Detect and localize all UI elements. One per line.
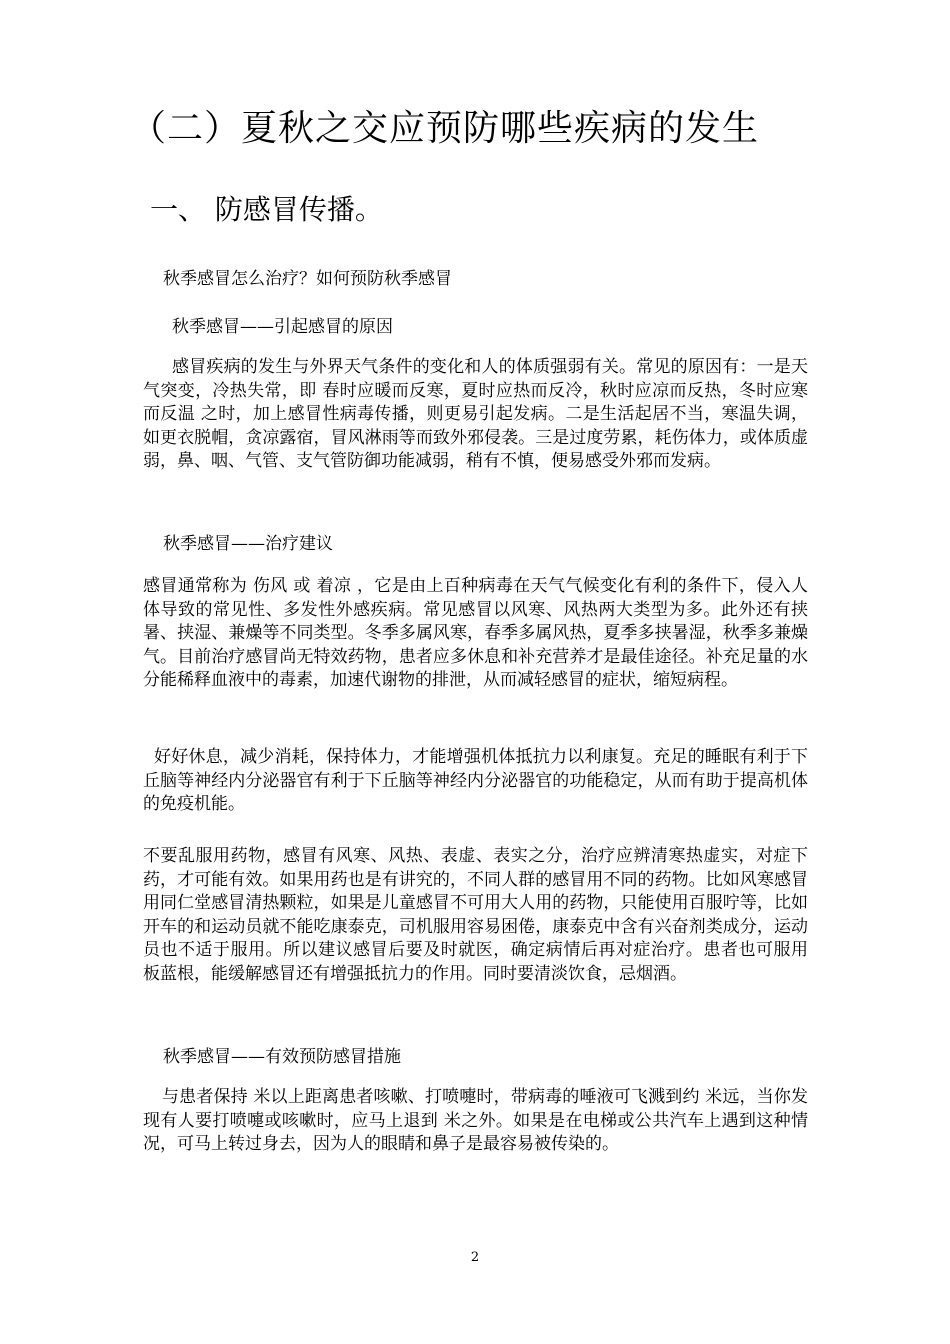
document-title: （二）夏秋之交应预防哪些疾病的发生 <box>130 108 760 149</box>
paragraph-prevention: 与患者保持 米以上距离患者咳嗽、打喷嚏时，带病毒的唾液可飞溅到约 米远，当你发现有人要打喷嚏或咳嗽时，应马上退到 米之外。如果是在电梯或公共汽车上遇到这种情况，可马上转过身去，因为人的眼睛和鼻子是最容易被传染的。 <box>143 1087 808 1155</box>
section-heading: 一、 防感冒传播。 <box>150 193 383 226</box>
subheading-prevention: 秋季感冒——有效预防感冒措施 <box>163 1047 401 1067</box>
subheading-how-to-treat: 秋季感冒怎么治疗？如何预防秋季感冒 <box>163 269 452 289</box>
page-number: 2 <box>470 1250 480 1265</box>
paragraph-treatment: 感冒通常称为 伤风 或 着凉 ，它是由上百种病毒在天气气候变化有利的条件下，侵入人体导致的常见性、多发性外感疾病。常见感冒以风寒、风热两大类型为多。此外还有挟暑、挟湿、兼燥等不同类型。冬季多属风寒，春季多属风热，夏季多挟暑湿，秋季多兼燥气。目前治疗感冒尚无特效药物，患者应多休息和补充营养才是最佳途径。补充足量的水分能稀释血液中的毒素，加速代谢物的排泄，从而减轻感冒的症状，缩短病程。 <box>143 576 808 691</box>
paragraph-rest: 好好休息，减少消耗，保持体力，才能增强机体抵抗力以利康复。充足的睡眠有利于下丘脑等神经内分泌器官有利于下丘脑等神经内分泌器官的功能稳定，从而有助于提高机体的免疫机能。 <box>143 747 808 815</box>
paragraph-causes: 感冒疾病的发生与外界天气条件的变化和人的体质强弱有关。常见的原因有：一是天气突变，冷热失常，即 春时应暖而反寒，夏时应热而反冷，秋时应凉而反热，冬时应寒而反温 之时，加上感冒性病毒传播，则更易引起发病。二是生活起居不当，寒温失调，如更衣脱帽，贪凉露宿，冒风淋雨等而致外邪侵袭。三是过度劳累，耗伤体力，或体质虚弱，鼻、咽、气管、支气管防御功能减弱，稍有不慎，便易感受外邪而发病。 <box>143 357 808 472</box>
subheading-treatment: 秋季感冒——治疗建议 <box>163 534 333 554</box>
paragraph-medicine: 不要乱服用药物，感冒有风寒、风热、表虚、表实之分，治疗应辨清寒热虚实，对症下药，才可能有效。如果用药也是有讲究的，不同人群的感冒用不同的药物。比如风寒感冒用同仁堂感冒清热颗粒，如果是儿童感冒不可用大人用的药物，只能使用百服咛等，比如开车的和运动员就不能吃康泰克，司机服用容易困倦，康泰克中含有兴奋剂类成分，运动员也不适于服用。所以建议感冒后要及时就医，确定病情后再对症治疗。患者也可服用 板蓝根，能缓解感冒还有增强抵抗力的作用。同时要清淡饮食，忌烟酒。 <box>143 846 808 984</box>
subheading-causes: 秋季感冒——引起感冒的原因 <box>172 317 393 337</box>
